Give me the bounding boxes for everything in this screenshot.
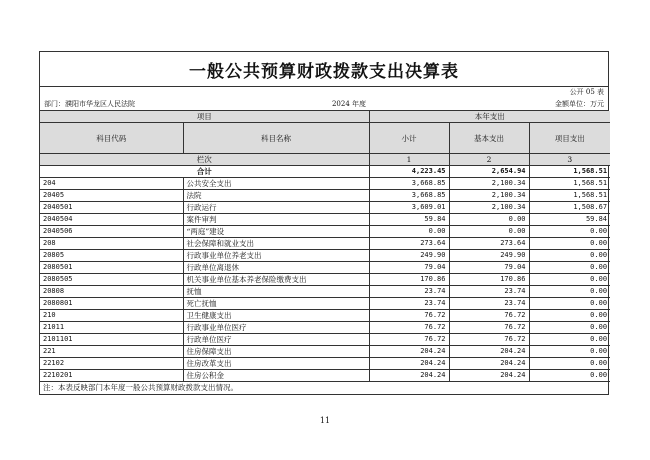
header-code: 科目代码	[40, 123, 183, 154]
row-subtotal: 170.86	[369, 274, 449, 286]
row-subtotal: 76.72	[369, 322, 449, 334]
amount-unit: 金额单位：万元	[555, 100, 604, 108]
row-code: 20808	[40, 286, 183, 298]
row-basic: 23.74	[449, 286, 529, 298]
table-row	[40, 178, 610, 190]
meta-row	[40, 98, 608, 111]
row-basic: 79.04	[449, 262, 529, 274]
row-code: 2080801	[40, 298, 183, 310]
row-subtotal: 23.74	[369, 298, 449, 310]
column-order-label: 栏次	[40, 154, 369, 166]
row-subtotal: 204.24	[369, 346, 449, 358]
header-current-year: 本年支出	[369, 111, 610, 123]
row-project: 0.00	[529, 322, 610, 334]
table-note: 注：本表反映部门本年度一般公共预算财政拨款支出情况。	[43, 383, 238, 392]
row-project: 59.84	[529, 214, 610, 226]
row-code: 2101101	[40, 334, 183, 346]
row-project: 0.00	[529, 262, 610, 274]
row-name: 法院	[183, 190, 369, 202]
row-subtotal: 273.64	[369, 238, 449, 250]
row-name: 机关事业单位基本养老保险缴费支出	[183, 274, 369, 286]
row-code: 2040506	[40, 226, 183, 238]
row-code: 2040504	[40, 214, 183, 226]
row-name: 住房保障支出	[183, 346, 369, 358]
header-row-1	[40, 111, 610, 123]
row-project: 1,568.51	[529, 190, 610, 202]
expenditure-table	[40, 111, 610, 382]
row-basic: 0.00	[449, 226, 529, 238]
header-item: 项目	[40, 111, 369, 123]
header-name: 科目名称	[183, 123, 369, 154]
table-row	[40, 214, 610, 226]
row-project: 0.00	[529, 298, 610, 310]
row-subtotal: 3,609.01	[369, 202, 449, 214]
row-name: 住房改革支出	[183, 358, 369, 370]
fiscal-year: 2024 年度	[331, 100, 367, 108]
department-label: 部门：濮阳市华龙区人民法院	[44, 100, 135, 108]
row-subtotal: 76.72	[369, 334, 449, 346]
row-basic: 2,100.34	[449, 178, 529, 190]
table-row	[40, 322, 610, 334]
row-code: 210	[40, 310, 183, 322]
row-project: 0.00	[529, 238, 610, 250]
row-name: 行政运行	[183, 202, 369, 214]
table-row	[40, 274, 610, 286]
table-row	[40, 202, 610, 214]
row-project: 0.00	[529, 250, 610, 262]
row-name: 卫生健康支出	[183, 310, 369, 322]
table-row	[40, 226, 610, 238]
row-name: 行政事业单位养老支出	[183, 250, 369, 262]
header-project: 项目支出	[529, 123, 610, 154]
row-code: 208	[40, 238, 183, 250]
row-code: 20405	[40, 190, 183, 202]
row-code: 2210201	[40, 370, 183, 382]
row-subtotal: 0.00	[369, 226, 449, 238]
row-subtotal: 204.24	[369, 358, 449, 370]
row-name: 抚恤	[183, 286, 369, 298]
report-frame	[39, 51, 609, 395]
table-row	[40, 238, 610, 250]
row-basic: 76.72	[449, 322, 529, 334]
row-name: 死亡抚恤	[183, 298, 369, 310]
row-name: 社会保障和就业支出	[183, 238, 369, 250]
row-name: 行政事业单位医疗	[183, 322, 369, 334]
table-row	[40, 358, 610, 370]
row-code: 2040501	[40, 202, 183, 214]
page-title: 一般公共预算财政拨款支出决算表	[189, 61, 459, 82]
row-basic: 2,100.34	[449, 202, 529, 214]
row-basic: 170.86	[449, 274, 529, 286]
table-row	[40, 190, 610, 202]
row-project: 0.00	[529, 310, 610, 322]
row-code: 2080501	[40, 262, 183, 274]
header-row-2	[40, 123, 610, 154]
table-row	[40, 286, 610, 298]
row-code: 20805	[40, 250, 183, 262]
total-label: 合计	[40, 166, 369, 178]
row-name: 住房公积金	[183, 370, 369, 382]
row-basic: 2,100.34	[449, 190, 529, 202]
row-basic: 204.24	[449, 370, 529, 382]
table-row	[40, 298, 610, 310]
row-basic: 76.72	[449, 334, 529, 346]
row-name: 行政单位医疗	[183, 334, 369, 346]
total-basic: 2,654.94	[449, 166, 529, 178]
column-number-3: 3	[529, 154, 610, 166]
row-project: 1,568.51	[529, 178, 610, 190]
row-subtotal: 3,668.85	[369, 178, 449, 190]
column-number-1: 1	[369, 154, 449, 166]
column-order-row	[40, 154, 610, 166]
row-subtotal: 23.74	[369, 286, 449, 298]
row-basic: 204.24	[449, 346, 529, 358]
row-name: 案件审判	[183, 214, 369, 226]
row-subtotal: 59.84	[369, 214, 449, 226]
row-project: 0.00	[529, 358, 610, 370]
row-basic: 23.74	[449, 298, 529, 310]
total-row	[40, 166, 610, 178]
row-project: 1,508.67	[529, 202, 610, 214]
row-project: 0.00	[529, 286, 610, 298]
row-name: 公共安全支出	[183, 178, 369, 190]
row-project: 0.00	[529, 334, 610, 346]
row-subtotal: 3,668.85	[369, 190, 449, 202]
row-basic: 249.90	[449, 250, 529, 262]
row-subtotal: 79.04	[369, 262, 449, 274]
row-basic: 0.00	[449, 214, 529, 226]
header-basic: 基本支出	[449, 123, 529, 154]
title-row	[40, 52, 608, 87]
column-number-2: 2	[449, 154, 529, 166]
table-row	[40, 250, 610, 262]
row-basic: 76.72	[449, 310, 529, 322]
row-code: 204	[40, 178, 183, 190]
row-name: “两庭”建设	[183, 226, 369, 238]
table-row	[40, 346, 610, 358]
total-subtotal: 4,223.45	[369, 166, 449, 178]
table-row	[40, 370, 610, 382]
table-row	[40, 262, 610, 274]
row-basic: 204.24	[449, 358, 529, 370]
row-code: 2080505	[40, 274, 183, 286]
row-code: 221	[40, 346, 183, 358]
row-subtotal: 249.90	[369, 250, 449, 262]
table-row	[40, 310, 610, 322]
page-number: 11	[319, 416, 331, 425]
header-subtotal: 小计	[369, 123, 449, 154]
table-row	[40, 334, 610, 346]
row-code: 21011	[40, 322, 183, 334]
row-project: 0.00	[529, 226, 610, 238]
row-project: 0.00	[529, 274, 610, 286]
row-name: 行政单位离退休	[183, 262, 369, 274]
total-project: 1,568.51	[529, 166, 610, 178]
row-basic: 273.64	[449, 238, 529, 250]
row-project: 0.00	[529, 346, 610, 358]
row-code: 22102	[40, 358, 183, 370]
row-subtotal: 204.24	[369, 370, 449, 382]
row-subtotal: 76.72	[369, 310, 449, 322]
row-project: 0.00	[529, 370, 610, 382]
form-number: 公开 05 表	[569, 88, 604, 96]
